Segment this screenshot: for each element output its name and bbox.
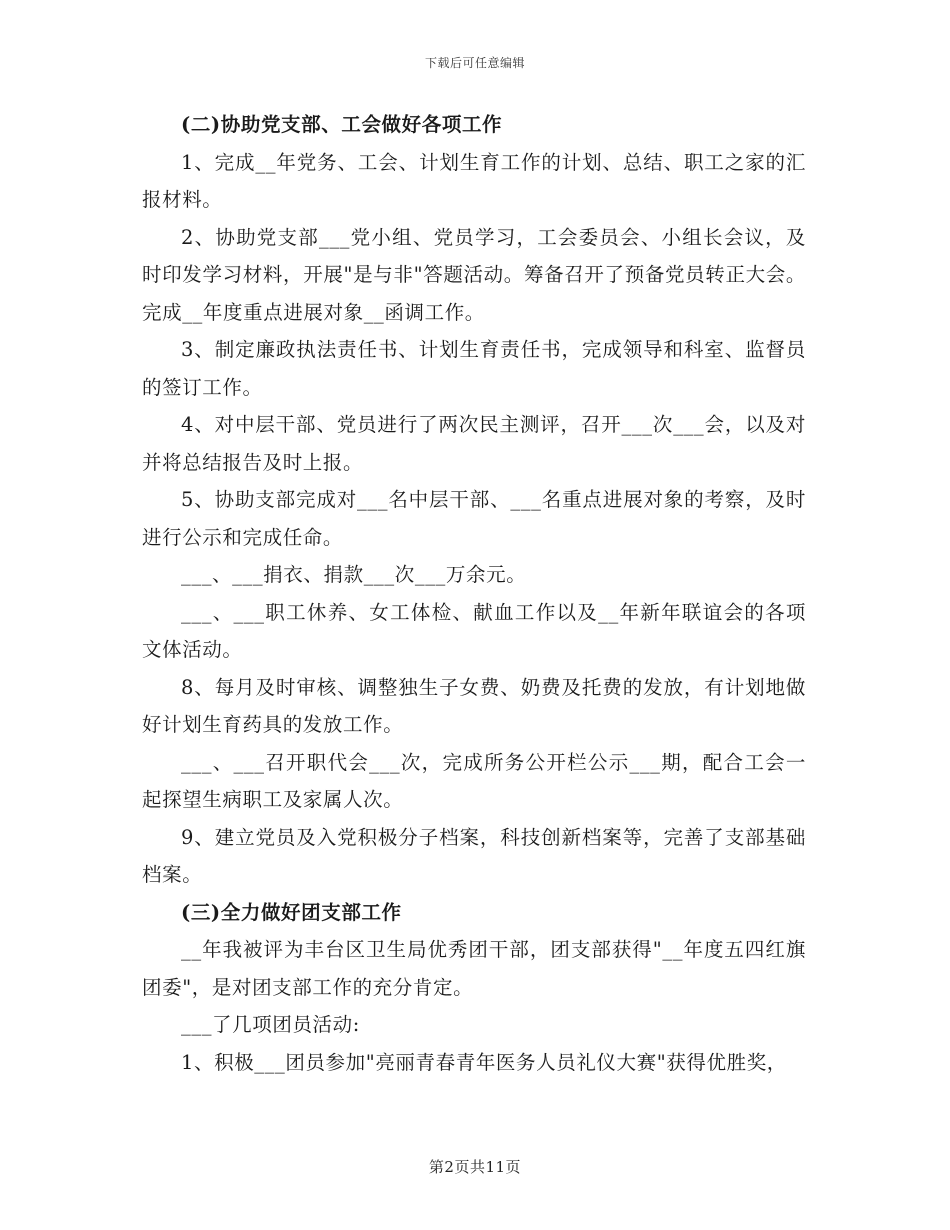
section-heading-3: (三)全力做好团支部工作: [181, 900, 402, 924]
paragraph-5: 5、协助支部完成对___名中层干部、___名重点进展对象的考察，及时进行公示和完成任命。: [142, 488, 806, 549]
paragraph-12: ___了几项团员活动:: [181, 1013, 360, 1036]
paragraph-7: ___、___职工休养、女工体检、献血工作以及__年新年联谊会的各项文体活动。: [142, 600, 806, 661]
paragraph-3: 3、制定廉政执法责任书、计划生育责任书，完成领导和科室、监督员的签订工作。: [142, 338, 806, 399]
paragraph-2: 2、协助党支部___党小组、党员学习，工会委员会、小组长会议，及时印发学习材料，开展"是与非"答题活动。筹备召开了预备党员转正大会。完成__年度重点进展对象__函调工作。: [142, 225, 806, 324]
paragraph-9: ___、___召开职代会___次，完成所务公开栏公示___期，配合工会一起探望生病职工及家属人次。: [142, 750, 806, 811]
section-heading-2: (二)协助党支部、工会做好各项工作: [181, 113, 503, 136]
paragraph-6: ___、___捐衣、捐款___次___万余元。: [181, 563, 527, 586]
page-number-footer: 第2页共11页: [428, 1158, 522, 1176]
page-header-note: 下载后可任意编辑: [424, 56, 525, 70]
paragraph-8: 8、每月及时审核、调整独生子女费、奶费及托费的发放，有计划地做好计划生育药具的发放工作。: [142, 675, 806, 736]
paragraph-11: __年我被评为丰台区卫生局优秀团干部，团支部获得"__年度五四红旗团委"，是对团支部工作的充分肯定。: [142, 938, 806, 999]
document-body: [142, 106, 806, 1081]
paragraph-10: 9、建立党员及入党积极分子档案，科技创新档案等，完善了支部基础档案。: [142, 825, 806, 886]
paragraph-13: 1、积极___团员参加"亮丽青春青年医务人员礼仪大赛"获得优胜奖，: [181, 1050, 787, 1074]
paragraph-4: 4、对中层干部、党员进行了两次民主测评，召开___次___会，以及对并将总结报告及时上报。: [142, 413, 806, 474]
paragraph-1: 1、完成__年党务、工会、计划生育工作的计划、总结、职工之家的汇报材料。: [142, 150, 806, 211]
